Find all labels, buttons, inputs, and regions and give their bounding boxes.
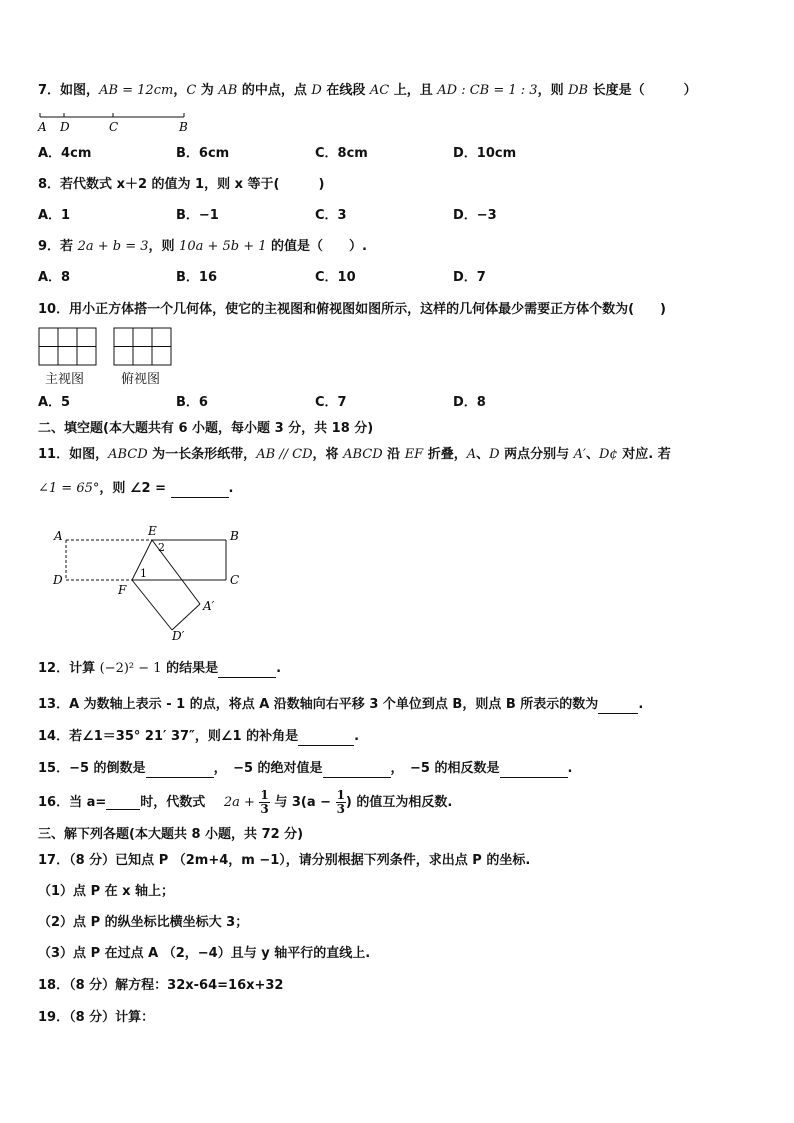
option-c[interactable]: C．7 bbox=[315, 395, 347, 410]
question-17: 17．（8 分）已知点 P （2m+4，m −1），请分别根据下列条件，求出点 P 的坐标. bbox=[38, 853, 531, 868]
option-c[interactable]: C．8cm bbox=[315, 146, 368, 161]
answer-blank[interactable] bbox=[298, 731, 354, 746]
option-a[interactable]: A．5 bbox=[38, 395, 71, 410]
option-c[interactable]: C．3 bbox=[315, 208, 347, 223]
svg-text:A′: A′ bbox=[203, 599, 215, 613]
question-13: 13．A 为数轴上表示 - 1 的点，将点 A 沿数轴向右平移 3 个单位到点 B，则点 B 所表示的数为 . bbox=[38, 697, 644, 712]
svg-text:C: C bbox=[230, 573, 240, 587]
question-8: 8．若代数式 x＋2 的值为 1，则 x 等于( ) bbox=[38, 177, 325, 192]
question-11-line-2: ∠1 = 65°，则 ∠2 = . bbox=[38, 481, 234, 496]
option-d[interactable]: D．−3 bbox=[453, 208, 497, 223]
question-10: 10．用小正方体搭一个几何体，使它的主视图和俯视图如图所示，这样的几何体最少需要正方体个数为( ) bbox=[38, 302, 666, 317]
option-d[interactable]: D．7 bbox=[453, 270, 486, 285]
question-7: 7．如图，AB = 12cm，C 为 AB 的中点，点 D 在线段 AC 上，且 AD : CB = 1 : 3，则 DB 长度是（ ） bbox=[38, 83, 697, 98]
q10-options bbox=[38, 394, 738, 412]
option-c[interactable]: C．10 bbox=[315, 270, 356, 285]
label-c: C bbox=[109, 120, 119, 134]
answer-blank[interactable] bbox=[500, 763, 568, 778]
fold-figure bbox=[48, 522, 258, 648]
svg-text:2: 2 bbox=[158, 541, 165, 554]
option-a[interactable]: A．8 bbox=[38, 270, 71, 285]
question-19: 19．（8 分）计算： bbox=[38, 1010, 155, 1025]
q17-item-2: （2）点 P 的纵坐标比横坐标大 3； bbox=[38, 915, 249, 930]
segment-figure bbox=[34, 110, 194, 136]
answer-blank[interactable] bbox=[218, 663, 276, 678]
top-view-figure bbox=[113, 327, 173, 367]
option-d[interactable]: D．10cm bbox=[453, 146, 517, 161]
question-18: 18．（8 分）解方程：32x-64=16x+32 bbox=[38, 978, 284, 993]
svg-text:1: 1 bbox=[140, 567, 147, 580]
option-b[interactable]: B．−1 bbox=[176, 208, 219, 223]
question-15: 15．−5 的倒数是 ， −5 的绝对值是 ， −5 的相反数是 . bbox=[38, 761, 573, 776]
question-11: 11．如图，ABCD 为一长条形纸带，AB // CD，将 ABCD 沿 EF 折叠，A、D 两点分别与 A′、D¢ 对应. 若 bbox=[38, 447, 671, 462]
q7-options bbox=[38, 145, 738, 163]
question-12: 12．计算 (−2)² − 1 的结果是 . bbox=[38, 661, 282, 676]
section-2-heading: 二、填空题(本大题共有 6 小题，每小题 3 分，共 18 分) bbox=[38, 421, 374, 436]
front-view-caption: 主视图 bbox=[45, 372, 85, 387]
svg-text:A: A bbox=[54, 529, 63, 543]
svg-text:D′: D′ bbox=[172, 629, 185, 643]
top-view-caption: 俯视图 bbox=[121, 372, 161, 387]
q17-item-1: （1）点 P 在 x 轴上； bbox=[38, 884, 175, 899]
option-a[interactable]: A．1 bbox=[38, 208, 71, 223]
label-b: B bbox=[179, 120, 188, 134]
option-b[interactable]: B．6cm bbox=[176, 146, 230, 161]
svg-text:E: E bbox=[148, 524, 157, 538]
option-b[interactable]: B．16 bbox=[176, 270, 217, 285]
label-d: D bbox=[60, 120, 70, 134]
q8-options bbox=[38, 207, 738, 225]
q17-item-3: （3）点 P 在过点 A （2，−4）且与 y 轴平行的直线上. bbox=[38, 946, 371, 961]
option-a[interactable]: A．4cm bbox=[38, 146, 92, 161]
svg-text:F: F bbox=[118, 583, 127, 597]
answer-blank[interactable] bbox=[171, 483, 229, 498]
question-14: 14．若∠1＝35° 21′ 37″，则∠1 的补角是 . bbox=[38, 729, 360, 744]
fraction-one-third: $\frac{1}{3}$ bbox=[260, 788, 269, 816]
svg-text:B: B bbox=[230, 529, 239, 543]
front-view-figure bbox=[38, 327, 98, 367]
fraction-one-third: $\frac{1}{3}$ bbox=[336, 788, 345, 816]
question-9: 9．若 2a + b = 3，则 10a + 5b + 1 的值是（ ）. bbox=[38, 239, 367, 254]
answer-blank[interactable] bbox=[146, 763, 214, 778]
answer-blank[interactable] bbox=[106, 795, 140, 810]
q9-options bbox=[38, 269, 738, 287]
label-a: A bbox=[38, 120, 47, 134]
question-16: 16．当 a= 时，代数式 2a + $\frac{1}{3}$ 与 3(a − $\frac{1}{3}$ ) 的值互为相反数. bbox=[38, 788, 453, 816]
option-d[interactable]: D．8 bbox=[453, 395, 486, 410]
section-3-heading: 三、解下列各题(本大题共 8 小题，共 72 分) bbox=[38, 827, 304, 842]
svg-text:D: D bbox=[53, 573, 63, 587]
answer-blank[interactable] bbox=[598, 699, 638, 714]
option-b[interactable]: B．6 bbox=[176, 395, 208, 410]
answer-blank[interactable] bbox=[323, 763, 391, 778]
